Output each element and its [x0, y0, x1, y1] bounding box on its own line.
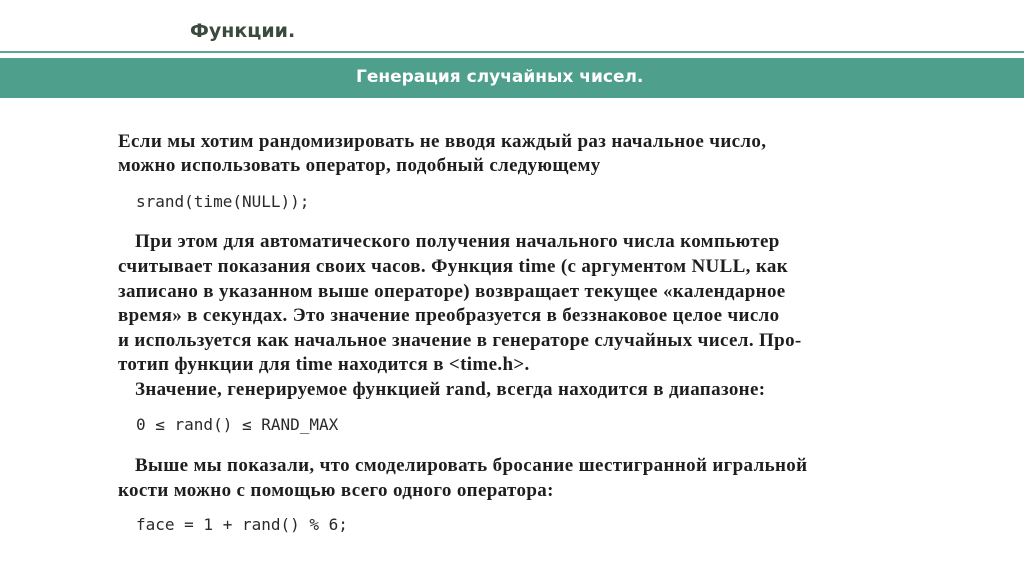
text-line: время» в секундах. Это значение преобразуется в беззнаковое целое число: [118, 305, 780, 326]
code-line: 0 ≤ rand() ≤ RAND_MAX: [136, 415, 339, 434]
slide-title: Функции.: [190, 20, 296, 42]
text-line: можно использовать оператор, подобный следующему: [118, 155, 601, 176]
text-line: тотип функции для time находится в <time.h>.: [118, 354, 530, 375]
text-line: кости можно с помощью всего одного оператора:: [118, 480, 554, 501]
code-line: face = 1 + rand() % 6;: [136, 515, 348, 534]
text-line: Выше мы показали, что смоделировать бросание шестигранной игральной: [135, 455, 808, 476]
section-title: Генерация случайных чисел.: [356, 67, 644, 87]
text-line: При этом для автоматического получения начального числа компьютер: [135, 231, 780, 252]
text-line: записано в указанном выше операторе) возвращает текущее «календарное: [118, 281, 786, 302]
text-line: считывает показания своих часов. Функция time (с аргументом NULL, как: [118, 256, 789, 277]
text-line: Если мы хотим рандомизировать не вводя каждый раз начальное число,: [118, 131, 767, 152]
text-line: и используется как начальное значение в генераторе случайных чисел. Про-: [118, 330, 802, 351]
text-line: Значение, генерируемое функцией rand, всегда находится в диапазоне:: [135, 379, 766, 400]
code-line: srand(time(NULL));: [136, 192, 310, 211]
